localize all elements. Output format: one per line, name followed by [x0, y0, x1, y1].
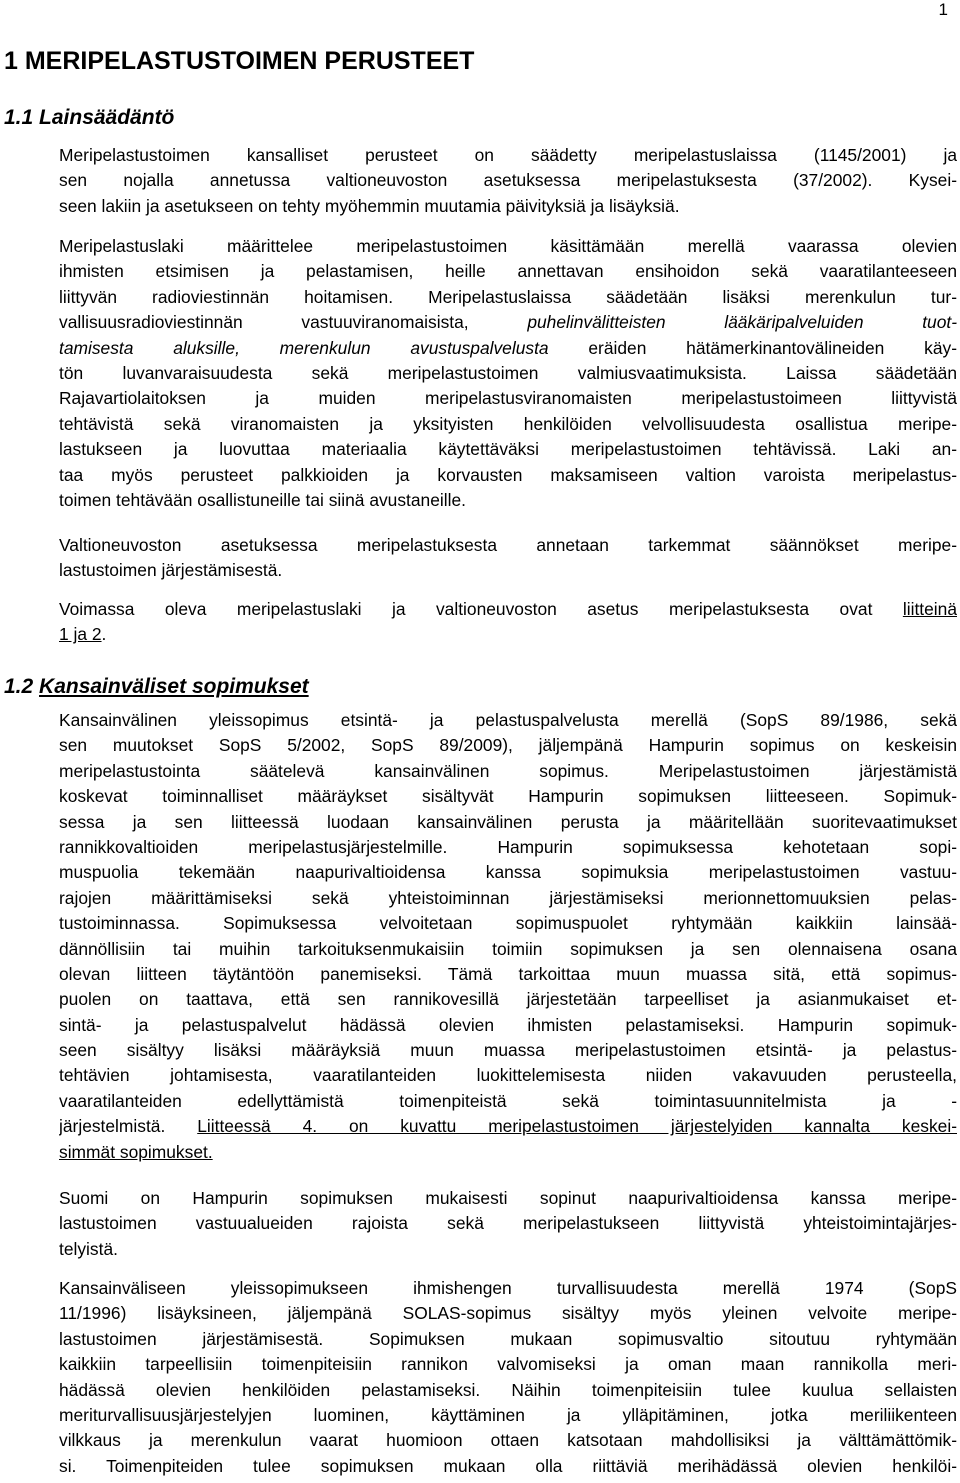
page-number: 1 — [938, 0, 948, 19]
paragraph-voimassa — [59, 597, 957, 648]
text-line: vaaratilanteiden edellyttämistä toimenpiteistä sekä toimintasuunnitelmista ja - — [59, 1090, 957, 1111]
appendix-link[interactable]: liitteinä — [902, 599, 957, 619]
text-line: si. Toimenpiteiden tulee sopimuksen mukaan olla riittäviä merihädässä olevien henkilöi- — [59, 1455, 957, 1476]
text-line: kaikkiin tarpeellisiin toimenpiteisiin rannikon valvomiseksi ja oman maan rannikolla meri- — [59, 1354, 957, 1375]
text-line: hädässä olevien henkilöiden pelastamiseksi. Näihin toimenpiteisiin tulee kuulua sellaisten — [59, 1379, 957, 1400]
text-line: vilkkaus ja merenkulun vaarat huomioon ottaen katsotaan mahdollisiksi ja välttämättömik- — [59, 1430, 957, 1451]
text-line: rannikkovaltioiden meripelastusjärjestelmille. Hampurin sopimuksessa kehotetaan sopi- — [59, 836, 957, 857]
text-line: liittyvän radioviestinnän hoitamisen. Meripelastuslaissa säädetään lisäksi merenkulun tur- — [59, 286, 957, 307]
text-line: dännöllisiin tai muihin tarkoituksenmukaisiin toimiin sopimuksen ja sen olennaisena osana — [59, 938, 957, 959]
text-line: sen nojalla annetussa valtioneuvoston asetuksessa meripelastuksesta (37/2002). Kysei- — [59, 170, 957, 191]
text-line — [59, 622, 957, 647]
text-line — [59, 1114, 957, 1139]
text-segment: vallisuusradioviestinnän vastuuviranomaisista, — [59, 312, 528, 333]
text-line: taa myös perusteet palkkioiden ja korvausten maksamiseen valtion varoista meripelastus- — [59, 464, 957, 485]
text-line: Rajavartiolaitoksen ja muiden meripelastusviranomaisten meripelastustoimeen liittyvistä — [59, 388, 957, 409]
text-line: sen muutokset SopS 5/2002, SopS 89/2009), jäljempänä Hampurin sopimus on keskeisin — [59, 735, 957, 756]
text-line: seen sisältyy lisäksi määräyksiä muun muassa meripelastustoimen etsintä- ja pelastus- — [59, 1040, 957, 1061]
appendix-link[interactable]: simmät sopimukset. — [59, 1141, 213, 1162]
italic-text: tamisesta aluksille, merenkulun avustuspalvelusta — [59, 337, 549, 358]
paragraph-national-basis — [59, 143, 957, 219]
text-segment: Voimassa oleva meripelastuslaki ja valtioneuvoston asetus meripelastuksesta ovat — [59, 599, 903, 619]
text-line: seen lakiin ja asetukseen on tehty myöhemmin muutamia päivityksiä ja lisäyksiä. — [59, 195, 680, 216]
text-line: 11/1996) lisäyksineen, jäljempänä SOLAS-sopimus sisältyy myös yleinen velvoite meripe- — [59, 1303, 957, 1324]
italic-text: puhelinvälitteisten lääkäripalveluiden tuot- — [527, 312, 957, 333]
text-line: muspuolia tekemään naapurivaltioidensa kanssa sopimuksia meripelastustoimen vastuu- — [59, 862, 957, 883]
text-line: meriturvallisuusjärjestelyjen luominen, käyttäminen ja ylläpitäminen, jotka meriliikenteen — [59, 1404, 957, 1425]
text-line: sintä- ja pelastuspalvelut hädässä olevien ihmisten pelastamiseksi. Hampurin sopimuk- — [59, 1014, 957, 1035]
appendix-link[interactable]: 1 ja 2 — [59, 624, 102, 645]
text-line: rajojen määrittämiseksi sekä yhteistoiminnan järjestämiseksi merionnettomuuksien pelas- — [59, 887, 957, 908]
section-heading-lainsaadanto: 1.1 Lainsäädäntö — [4, 106, 175, 129]
paragraph-valtioneuvoston-asetus — [59, 533, 957, 584]
text-line: lastustoimen järjestämisestä. — [59, 560, 283, 581]
text-line: puolen on taattava, että sen rannikovesillä järjestetään tarpeelliset ja asianmukaiset et- — [59, 989, 957, 1010]
text-line: koskevat toiminnalliset määräykset sisältyvät Hampurin sopimuksen liitteeseen. Sopimuk- — [59, 786, 957, 807]
text-line: telyistä. — [59, 1238, 118, 1259]
paragraph-solas — [59, 1276, 957, 1479]
appendix-link[interactable]: Liitteessä 4. on kuvattu meripelastustoimen järjestelyiden kannalta keskei- — [197, 1116, 957, 1137]
text-line — [59, 597, 957, 622]
text-line: lastustoimen järjestämisestä. Sopimuksen mukaan sopimusvaltio sitoutuu ryhtymään — [59, 1328, 957, 1349]
section-title: Kansainväliset sopimukset — [39, 675, 309, 698]
chapter-heading: 1 MERIPELASTUSTOIMEN PERUSTEET — [4, 47, 475, 75]
text-line: lastustoimen vastuualueiden rajoista sekä meripelastukseen liittyvistä yhteistoimintajärjes- — [59, 1213, 957, 1234]
text-line — [59, 310, 957, 335]
paragraph-meripelastuslaki — [59, 234, 957, 513]
text-line — [59, 336, 957, 361]
text-line: tön luvanvaraisuudesta sekä meripelastustoimen valmiusvaatimuksista. Laissa säädetään — [59, 362, 957, 383]
text-line: toimen tehtävään osallistuneille tai siinä avustaneille. — [59, 489, 466, 510]
text-line: Meripelastustoimen kansalliset perusteet on säädetty meripelastuslaissa (1145/2001) ja — [59, 145, 957, 165]
section-heading-kansainvaliset — [4, 672, 309, 702]
text-line: sessa ja sen liitteessä luodaan kansainvälinen perusta ja määritellään suoritevaatimukset — [59, 811, 957, 832]
text-line: tustoiminnassa. Sopimuksessa velvoitetaan sopimuspuolet ryhtymään kaikkiin lainsää- — [59, 913, 957, 934]
text-line: Suomi on Hampurin sopimuksen mukaisesti sopinut naapurivaltioidensa kanssa meripe- — [59, 1188, 957, 1208]
text-line: meripelastustointa säätelevä kansainvälinen sopimus. Meripelastustoimen järjestämistä — [59, 760, 957, 781]
text-line: ihmisten etsimisen ja pelastamisen, heille annettavan ensihoidon sekä vaaratilanteeseen — [59, 261, 957, 282]
text-line: Valtioneuvoston asetuksessa meripelastuksesta annetaan tarkemmat säännökset meripe- — [59, 535, 957, 555]
paragraph-suomi — [59, 1186, 957, 1262]
text-line: Kansainväliseen yleissopimukseen ihmishengen turvallisuudesta merellä 1974 (SopS — [59, 1278, 957, 1298]
text-segment: . — [101, 624, 107, 645]
text-line: Meripelastuslaki määrittelee meripelastustoimen käsittämään merellä vaarassa olevien — [59, 236, 957, 256]
text-line: Kansainvälinen yleissopimus etsintä- ja pelastuspalvelusta merellä (SopS 89/1986, sekä — [59, 710, 957, 730]
text-line: olevan liitteen täytäntöön panemiseksi. Tämä tarkoittaa muun muassa sitä, että sopimus- — [59, 963, 957, 984]
text-line: tehtävistä sekä viranomaisten ja yksityisten henkilöiden velvollisuudesta osallistua meripe- — [59, 413, 957, 434]
paragraph-hampuri — [59, 708, 957, 1165]
text-line: lastukseen ja luovuttaa materiaalia käytettäväksi meripelastustoimen tehtävissä. Laki an- — [59, 439, 957, 460]
text-line: tehtävien johtamisesta, vaaratilanteiden luokittelemisesta niiden vakavuuden perusteella, — [59, 1065, 957, 1086]
text-line — [59, 1140, 957, 1165]
text-segment: eräiden hätämerkinantovälineiden käy- — [548, 337, 957, 358]
text-segment: järjestelmistä. — [59, 1116, 198, 1137]
section-number: 1.2 — [4, 675, 40, 698]
